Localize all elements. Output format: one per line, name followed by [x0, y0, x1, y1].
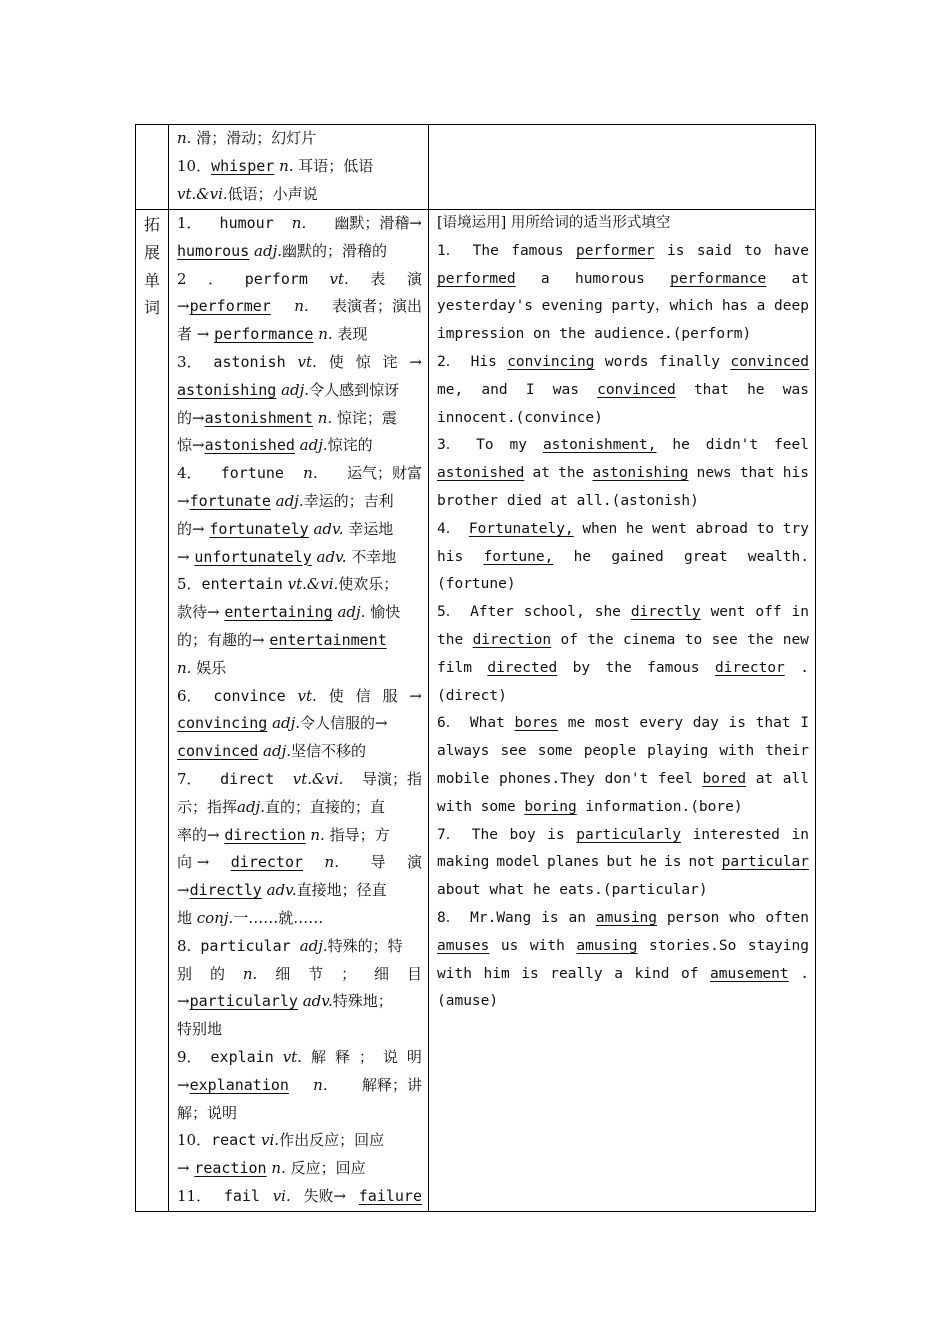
entry-line: → reaction n. 反应；回应	[177, 1159, 366, 1178]
exercise-line: performed a humorous performance at	[437, 266, 809, 294]
answer-word: entertaining	[224, 603, 333, 622]
exercise-line: film directed by the famous director .	[437, 655, 809, 683]
exercise-line: 7． The boy is particularly interested in	[437, 822, 809, 850]
entry-line: 10．whisper n. 耳语；低语	[177, 156, 374, 175]
answer-word: performance	[214, 325, 314, 344]
exercise-line: 5． After school, she directly went off in	[437, 599, 809, 627]
answer-word: performed	[437, 270, 516, 287]
answer-word: unfortunately	[194, 547, 312, 566]
empty-label-cell	[136, 125, 169, 210]
entry-line: 10．react vi.作出反应；回应	[177, 1131, 385, 1150]
entry-line: →particularly adv.特殊地；	[177, 992, 393, 1011]
entry-line: 6． convince vt. 使 信 服 →	[177, 686, 422, 705]
answer-word: particularly	[576, 826, 682, 843]
entry-line: 1． humour n． 幽默；滑稽→	[177, 214, 422, 232]
answer-word: boring	[524, 798, 577, 815]
entry-line: astonishing adj.令人感到惊讶	[177, 380, 400, 399]
exercise-line: his fortune, he gained great wealth.	[437, 544, 809, 572]
exercise-line: with some boring information.(bore)	[437, 798, 743, 815]
answer-word: directed	[487, 659, 558, 676]
table-row	[136, 125, 816, 210]
entry-line: →explanation n． 解释；讲	[177, 1075, 422, 1094]
entry-line: 的；有趣的→ entertainment	[177, 630, 387, 649]
exercise-line: impression on the audience.(perform)	[437, 326, 752, 343]
answer-word: particularly	[189, 992, 298, 1011]
exercise-line: 1． The famous performer is said to have	[437, 238, 809, 266]
exercise-line: amuses us with amusing stories.So staying	[437, 933, 809, 961]
answer-word: amusing	[576, 937, 638, 954]
answer-word: amuses	[437, 937, 490, 954]
entry-line: 3． astonish vt. 使 惊 诧 →	[177, 352, 422, 371]
answer-word: entertainment	[269, 630, 387, 649]
answer-word: failure	[358, 1186, 422, 1205]
exercise-line: brother died at all.(astonish)	[437, 492, 699, 509]
answer-word: convinced	[177, 742, 259, 761]
section-label: 拓 展 单 词	[143, 215, 160, 318]
entry-line: n. 娱乐	[177, 658, 227, 677]
vocabulary-table	[135, 124, 816, 1212]
answer-word: fortune,	[483, 548, 554, 565]
answer-word: Fortunately,	[468, 520, 574, 537]
entry-line: 5．entertain vt.&vi.使欢乐；	[177, 575, 399, 594]
answer-word: astonished	[204, 436, 295, 455]
entry-line: 向 → director n． 导 演	[177, 849, 422, 877]
entry-line: 率的→ direction n. 指导；方	[177, 825, 390, 844]
answer-word: whisper	[211, 156, 275, 175]
answer-word: convincing	[177, 714, 268, 733]
answer-word: humorous	[177, 241, 250, 260]
exercise-heading: [语境运用] 用所给词的适当形式填空	[437, 215, 671, 231]
entry-line: 惊→astonished adj.惊诧的	[177, 436, 373, 455]
answer-word: explanation	[189, 1075, 289, 1094]
answer-word: direction	[224, 825, 306, 844]
exercise-line: mobile phones.They don't feel bored at all	[437, 766, 809, 794]
answer-word: performer	[189, 297, 271, 316]
entry-line: 8. particular adj.特殊的；特	[177, 936, 403, 955]
exercise-line: 2． His convincing words finally convinced	[437, 349, 809, 377]
answer-word: astonishing	[177, 380, 277, 399]
answer-word: particular	[721, 854, 809, 871]
entry-line: humorous adj.幽默的；滑稽的	[177, 241, 388, 260]
entry-line: 地 conj.一……就……	[177, 908, 324, 927]
entry-line: vt.&vi.低语；小声说	[177, 184, 318, 203]
section-label-cell	[136, 210, 169, 1212]
entry-line: 7． direct vt.&vi. 导演；指	[177, 769, 422, 788]
answer-word: reaction	[194, 1159, 267, 1178]
entry-line: 解；说明	[177, 1103, 238, 1122]
entry-line: →directly adv.直接地；径直	[177, 881, 387, 900]
answer-word: astonishing	[592, 465, 689, 482]
entry-line: 者 → performance n. 表现	[177, 325, 368, 344]
exercise-line: about what he eats.(particular)	[437, 882, 708, 899]
exercise-line: (direct)	[437, 687, 507, 704]
entry-line: 款待→ entertaining adj. 愉快	[177, 603, 401, 622]
exercise-line: astonished at the astonishing news that his	[437, 460, 809, 488]
exercise-line: making model planes but he is not particular	[437, 849, 809, 877]
vocabulary-cell	[169, 210, 429, 1212]
answer-word: convinced	[730, 353, 809, 370]
entry-line: n. 滑；滑动；幻灯片	[177, 129, 317, 147]
answer-word: amusing	[595, 909, 658, 926]
answer-word: direction	[472, 631, 552, 648]
exercise-line: 8． Mr.Wang is an amusing person who often	[437, 905, 809, 933]
word-cell	[169, 125, 429, 210]
answer-word: director	[714, 659, 785, 676]
answer-word: astonishment,	[542, 437, 657, 454]
answer-word: performer	[576, 242, 655, 259]
exercise-line: 4． Fortunately, when he went abroad to try	[437, 516, 809, 544]
exercise-line: 3． To my astonishment, he didn't feel	[437, 432, 809, 460]
exercise-line: (amuse)	[437, 993, 499, 1010]
answer-word: astonished	[437, 465, 525, 482]
exercise-line: (fortune)	[437, 576, 516, 593]
entry-line: convincing adj.令人信服的→	[177, 714, 388, 733]
entry-line: 特别地	[177, 1020, 223, 1039]
answer-word: fortunate	[189, 491, 271, 510]
entry-line: →performer n. 表演者；演出	[177, 297, 422, 316]
exercise-line: with him is really a kind of amusement .	[437, 961, 809, 989]
table-row	[136, 210, 816, 1212]
exercise-line: innocent.(convince)	[437, 409, 603, 426]
answer-word: convinced	[597, 381, 676, 398]
empty-exercise-cell	[429, 125, 816, 210]
entry-line: →fortunate adj.幸运的；吉利	[177, 491, 394, 510]
answer-word: amusement	[710, 965, 789, 982]
entry-line: 示；指挥adj.直的；直接的；直	[177, 797, 385, 816]
exercise-cell	[429, 210, 816, 1212]
exercise-line: the direction of the cinema to see the new	[437, 627, 809, 655]
entry-line: 9． explain vt. 解 释 ； 说 明	[177, 1047, 422, 1066]
exercise-line: me, and I was convinced that he was	[437, 377, 809, 405]
answer-word: bores	[514, 715, 559, 732]
exercise-line: 6． What bores me most every day is that I	[437, 710, 809, 738]
answer-word: fortunately	[209, 519, 309, 538]
entry-line: 别 的 n. 细 节 ； 细 目	[177, 964, 422, 983]
entry-line: convinced adj.坚信不移的	[177, 742, 367, 761]
entry-line: 2 ． perform vt. 表 演	[177, 269, 422, 288]
answer-word: bored	[702, 770, 747, 787]
answer-word: performance	[670, 270, 767, 287]
answer-word: convincing	[507, 353, 595, 370]
answer-word: directly	[630, 604, 701, 621]
entry-line: 11． fail vi. 失败→ failure	[177, 1183, 422, 1211]
answer-word: directly	[189, 881, 262, 900]
entry-line: 的→astonishment n. 惊诧；震	[177, 408, 397, 427]
answer-word: astonishment	[204, 408, 313, 427]
entry-line: 的→ fortunately adv. 幸运地	[177, 519, 394, 538]
exercise-line: yesterday's evening party，which has a deep	[437, 298, 809, 315]
entry-line: → unfortunately adv. 不幸地	[177, 547, 397, 566]
entry-line: 4． fortune n． 运气；财富	[177, 464, 422, 483]
exercise-line: always see some people playing with their	[437, 743, 809, 760]
answer-word: director	[230, 853, 304, 872]
